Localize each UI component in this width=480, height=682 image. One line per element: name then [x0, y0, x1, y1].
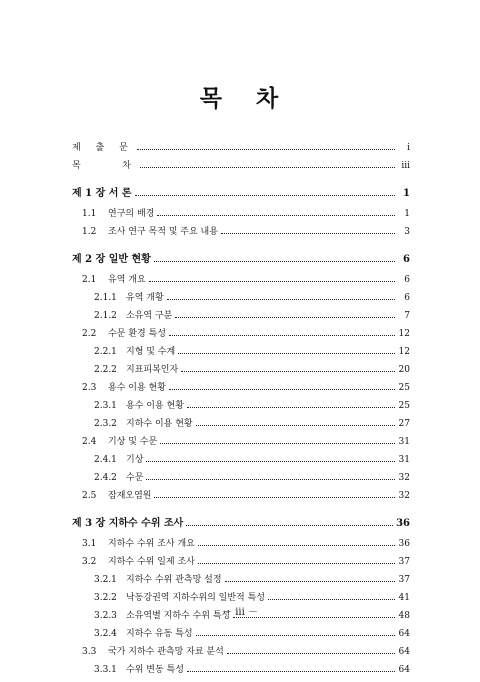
- section-number: 3.2.3: [94, 611, 117, 621]
- toc-entry-contents[interactable]: [72, 160, 410, 170]
- section-title: 국가 지하수 관측망 자료 분석: [108, 647, 224, 657]
- toc-entry[interactable]: [72, 592, 410, 602]
- dot-leader: [169, 382, 395, 390]
- toc-page-number: 37: [398, 575, 410, 585]
- toc-page-number: 48: [398, 611, 410, 621]
- toc-chapter-label: 제 1 장 서 론: [72, 188, 132, 199]
- dot-leader: [157, 208, 395, 216]
- section-title: 지표피복인자: [126, 365, 179, 375]
- toc-page-number: 64: [398, 629, 410, 639]
- toc-chapter-1[interactable]: [72, 188, 410, 200]
- toc-entry-label: [82, 209, 154, 219]
- section-title: 지하수 수위 관측망 설정: [126, 575, 222, 585]
- toc-page-number: 64: [398, 665, 410, 675]
- toc-page-number: 7: [404, 311, 410, 321]
- dot-leader: [198, 538, 395, 546]
- section-title: 수문: [126, 473, 144, 483]
- section-number: 3.2: [82, 557, 97, 567]
- toc-page-number: 6: [403, 254, 410, 265]
- section-title: 잠재오염원: [108, 491, 152, 501]
- section-number: 2.1.2: [94, 311, 117, 321]
- toc-entry-label: [82, 329, 166, 339]
- toc-chapter-2[interactable]: [72, 254, 410, 266]
- toc-page-number: 3: [404, 227, 410, 237]
- section-number: 2.1: [82, 275, 97, 285]
- section-title: 유역 개요: [108, 275, 146, 285]
- toc-page-number: 41: [398, 593, 410, 603]
- dot-leader: [178, 346, 395, 354]
- toc-chapters: [72, 178, 410, 674]
- toc-page-number: 64: [398, 647, 410, 657]
- section-title: 연구의 배경: [108, 209, 155, 219]
- dot-leader: [140, 160, 395, 168]
- toc-entry-label: [82, 491, 151, 501]
- page-title: [0, 80, 480, 113]
- toc-entry[interactable]: [72, 208, 410, 218]
- toc-entry[interactable]: [72, 556, 410, 566]
- table-of-contents: [72, 142, 410, 682]
- section-number: 3.2.4: [94, 629, 117, 639]
- toc-entry[interactable]: [72, 400, 410, 410]
- toc-entry[interactable]: [72, 472, 410, 482]
- toc-page-number: 31: [398, 437, 410, 447]
- dot-leader: [175, 310, 395, 318]
- dot-leader: [221, 226, 395, 234]
- toc-page-number: 12: [398, 347, 410, 357]
- dot-leader: [268, 592, 395, 600]
- toc-page-number: 27: [398, 419, 410, 429]
- toc-entry-preface[interactable]: [72, 142, 410, 152]
- toc-page-number: 6: [404, 275, 410, 285]
- toc-page-number: 20: [398, 365, 410, 375]
- toc-entry-label: [94, 575, 222, 585]
- toc-entry-label: [82, 557, 195, 567]
- toc-entry-label: [94, 473, 143, 483]
- toc-entry[interactable]: [72, 628, 410, 638]
- section-title: 기상 및 수문: [108, 437, 158, 447]
- toc-entry-label: [82, 227, 218, 237]
- section-number: 2.2.2: [94, 365, 117, 375]
- dot-leader: [146, 454, 395, 462]
- page-number-footer: － iii －: [222, 607, 258, 618]
- section-title: 지형 및 수계: [126, 347, 176, 357]
- section-number: 3.1: [82, 539, 97, 549]
- section-number: 1.1: [82, 209, 97, 219]
- section-number: 2.2.1: [94, 347, 117, 357]
- dot-leader: [167, 292, 395, 300]
- toc-entry[interactable]: [72, 418, 410, 428]
- section-number: 2.1.1: [94, 293, 117, 303]
- toc-entry[interactable]: [72, 364, 410, 374]
- section-number: 2.3.2: [94, 419, 117, 429]
- toc-entry-label: [82, 647, 224, 657]
- toc-entry-label: [94, 365, 178, 375]
- toc-entry[interactable]: [72, 646, 410, 656]
- toc-entry-label: [94, 311, 172, 321]
- section-title: 소유역 구분: [126, 311, 173, 321]
- dot-leader: [196, 418, 395, 426]
- dot-leader: [225, 574, 395, 582]
- toc-page-number: 36: [396, 518, 410, 529]
- toc-page-number: 36: [398, 539, 410, 549]
- dot-leader: [160, 436, 395, 444]
- toc-entry-label: [94, 455, 143, 465]
- toc-page-number: 1: [403, 188, 410, 199]
- section-number: 2.4.1: [94, 455, 117, 465]
- dot-leader: [154, 490, 395, 498]
- section-title: 조사 연구 목적 및 주요 내용: [108, 227, 218, 237]
- toc-page-number: 25: [398, 383, 410, 393]
- toc-entry[interactable]: [72, 346, 410, 356]
- toc-chapter-label: 제 3 장 지하수 수위 조사: [72, 518, 184, 529]
- toc-entry-label: [94, 293, 164, 303]
- toc-entry-label: [94, 593, 265, 603]
- toc-entry[interactable]: [72, 664, 410, 674]
- toc-entry[interactable]: [72, 382, 410, 392]
- toc-entry-label: [82, 275, 146, 285]
- dot-leader: [187, 400, 395, 408]
- section-number: 3.3.1: [94, 665, 117, 675]
- dot-leader: [187, 664, 395, 672]
- toc-page-number: 1: [404, 209, 410, 219]
- toc-entry-label: [94, 629, 193, 639]
- section-title: 지하수 수위 조사 개요: [108, 539, 195, 549]
- section-title: 수문 환경 특성: [108, 329, 166, 339]
- toc-chapter-label: 제 2 장 일반 현황: [72, 254, 151, 265]
- dot-leader: [154, 254, 395, 262]
- toc-entry[interactable]: [72, 436, 410, 446]
- section-number: 2.4: [82, 437, 97, 447]
- toc-page-number: 32: [398, 491, 410, 501]
- toc-entry-label: 제 출 문: [72, 143, 134, 153]
- toc-entry-label: [82, 437, 157, 447]
- dot-leader: [137, 142, 395, 150]
- section-title: 소유역별 지하수 수위 특성: [126, 611, 231, 621]
- section-number: 2.3.1: [94, 401, 117, 411]
- toc-entry-label: [82, 383, 166, 393]
- toc-entry[interactable]: [72, 292, 410, 302]
- section-title: 용수 이용 현황: [108, 383, 166, 393]
- toc-entry-label: [94, 347, 175, 357]
- section-title: 수위 변동 특성: [126, 665, 184, 675]
- toc-entry[interactable]: [72, 574, 410, 584]
- toc-page-number: 6: [404, 293, 410, 303]
- toc-page-number: 37: [398, 557, 410, 567]
- dot-leader: [149, 274, 395, 282]
- toc-entry[interactable]: [72, 490, 410, 500]
- toc-chapter-3[interactable]: [72, 518, 410, 530]
- toc-entry[interactable]: [72, 454, 410, 464]
- toc-page-number: 12: [398, 329, 410, 339]
- dot-leader: [227, 646, 395, 654]
- section-number: 3.2.1: [94, 575, 117, 585]
- toc-entry[interactable]: [72, 538, 410, 548]
- toc-page-number: i: [407, 143, 410, 153]
- dot-leader: [198, 556, 395, 564]
- section-title: 지하수 유동 특성: [126, 629, 193, 639]
- toc-page-number: iii: [401, 161, 410, 171]
- toc-entry-label: [94, 419, 193, 429]
- section-number: 2.3: [82, 383, 97, 393]
- toc-entry[interactable]: [72, 328, 410, 338]
- toc-page-number: 31: [398, 455, 410, 465]
- dot-leader: [146, 472, 395, 480]
- dot-leader: [169, 328, 395, 336]
- toc-page-number: 25: [398, 401, 410, 411]
- section-title: 지하수 수위 일제 조사: [108, 557, 195, 567]
- section-title: 낙동강권역 지하수위의 일반적 특성: [126, 593, 265, 603]
- section-title: 유역 개황: [126, 293, 164, 303]
- section-title: 용수 이용 현황: [126, 401, 184, 411]
- toc-entry[interactable]: [72, 274, 410, 284]
- dot-leader: [186, 518, 393, 526]
- page-title-part-2: 차: [256, 85, 281, 112]
- toc-entry[interactable]: [72, 310, 410, 320]
- toc-page-number: 32: [398, 473, 410, 483]
- section-number: 2.2: [82, 329, 97, 339]
- section-number: 2.5: [82, 491, 97, 501]
- dot-leader: [196, 628, 395, 636]
- section-title: 지하수 이용 현황: [126, 419, 193, 429]
- dot-leader: [181, 364, 395, 372]
- page-title-part-1: 목: [199, 85, 224, 112]
- toc-entry[interactable]: [72, 226, 410, 236]
- section-number: 1.2: [82, 227, 97, 237]
- toc-entry-label: [82, 539, 195, 549]
- dot-leader: [135, 188, 395, 196]
- toc-entry-label: 목 차: [72, 161, 137, 171]
- section-title: 기상: [126, 455, 144, 465]
- section-number: 3.2.2: [94, 593, 117, 603]
- toc-entry-label: [94, 401, 184, 411]
- section-number: 2.4.2: [94, 473, 117, 483]
- toc-entry-label: [94, 665, 184, 675]
- section-number: 3.3: [82, 647, 97, 657]
